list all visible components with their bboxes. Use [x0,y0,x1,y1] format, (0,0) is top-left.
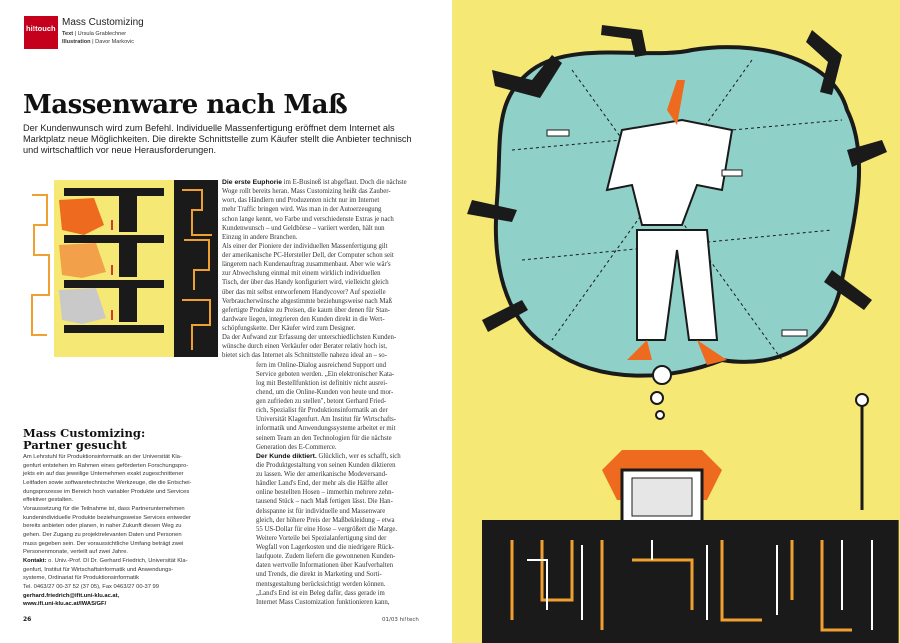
text-line: gehen. Der Zugang zu projektrelevanten Daten und Personen [23,531,182,538]
text-credit: Text | Ursula Grablechner [62,31,127,37]
text-line: Am Lehrstuhl für Produktionsinformatik an der Universität Kla- [23,454,182,460]
text-line: informatik und Anwendungssysteme arbeitet er mit [256,425,396,433]
text-line: bereits anbieten oder planen, in naher Zukunft diesen Weg zu [23,523,182,530]
article-body [222,178,422,607]
text-line: „Land's End ist ein Beleg dafür, dass gerade im [256,589,385,597]
text-line: Kundenwunsch – und Geldbörse – variiert werden, hält nun [222,224,385,232]
sewing-machines-illustration [24,180,218,357]
text-line: laufquote. Zudem liefern die gewonnenen Kunden- [256,553,396,561]
text-line: fern im Online-Dialog ausreichend Support und [256,361,387,369]
text-line: Internet Mass Customization funktionieren kann, [256,598,390,606]
text-line: wort, das Händlern und Produzenten nicht nur im Internet [222,197,380,205]
text-line: dardware liegen, integrieren den Kunden direkt in die Wert- [222,315,385,323]
text-line: Universität Klagenfurt. Am Institut für Wirtschafts- [256,416,397,424]
text-line: Wegfall von Lagerkosten und die niedrigere Rück- [256,544,394,551]
text-line: schöpfungskette. Der Käufer wird zum Designer. [222,325,356,332]
text-line: Service geboten werden. „Ein elektronischer Kata- [256,370,395,378]
text-line: schon lange kennt, wo Farbe und verschiedenste Extras je nach [222,215,394,223]
text-line: Voraussetzung für die Teilnahme ist, dass Partnerunternehmen [23,505,185,512]
text-line [23,600,223,609]
right-page [452,0,900,643]
text-line: genfurt entstehen im Rahmen eines geförderten Forschungspro- [23,462,189,469]
text-line: log mit Bestellfunktion ist definitiv nicht ausrei- [256,379,388,387]
text-line: systeme, Ordinariat für Produktionsinformatik [23,575,139,582]
text-line: jekts ein auf das jeweilige Unternehmen exakt zugeschnittener [23,471,184,478]
text-line [23,592,223,601]
text-line: 55 US-Dollar für eine Hose – vergrößert die Marge. [256,525,398,533]
text-line: Tisch, der über das Handy konfiguriert wird, vielleicht gleich [222,279,389,287]
article-title: Massenware nach Maß [23,90,348,120]
text-line: Personenmonate, verteilt auf zwei Jahre. [23,549,129,556]
text-line: online bestellten Hosen – immerhin mehrere zehn- [256,489,394,497]
text-line: längerem nach Kundenauftrag zusammenbaut. Aber wie wär's [222,261,391,269]
text-line: dungsprozesse im Bereich hoch variabler Produkte und Services [23,488,190,495]
section-kicker: Mass Customizing [62,17,144,28]
text-line: effektiver gestalten. [23,497,74,504]
bold-lead-in: Der Kunde diktiert. [256,452,317,460]
text-line: Da der Aufwand zur Erfassung der unterschiedlichsten Kunden- [222,334,397,342]
bold-lead-in: Kontakt: [23,557,47,564]
text-line: Verbraucherwünsche abgestimmte beziehungsweise nach Maß [222,297,392,305]
text-line: über das mit selbst entworfenem Handycover? Auf spezielle [222,288,386,296]
text-line: Weitere Vorteile bei Spezialanfertigung sind der [256,534,387,542]
article-lead: Der Kundenwunsch wird zum Befehl. Individuelle Massenfertigung eröffnet dem Internet als Marktplatz neue Möglichkeiten. Die direkte Schnittstelle zum Käufer stellt die Anbieter technisch und wirtschaftlich vor neue Herausforderungen. [23,123,412,156]
bold-lead-in: www.ifi.uni-klu.ac.at/IWAS/GF/ [23,601,107,608]
text-line: Tel. 0463/27 00-37 52 (37 05), Fax 0463/27 00-37 99 [23,583,160,590]
customer-dream-illustration [452,0,900,643]
bold-lead-in: gerhard.friedrich@ifit.uni-klu.ac.at, [23,592,120,599]
text-line: händler Land's End, der mehr als die Hälfte aller [256,480,389,488]
text-line: delsspanne ist für individuelle und Massenware [256,507,386,515]
text-line: und Trends, die direkt in Marketing und Sorti- [256,571,382,579]
text-line: zur Abwechslung einmal mit einem wirklich individuellen [222,270,381,278]
text-line: wünsche durch einen Verkäufer oder Berater relativ hoch ist, [222,343,388,351]
magazine-logo: hi!touch [24,16,58,49]
text-line: Leitfaden sowie softwaretechnische Werkzeuge, die die Entschei- [23,479,192,486]
text-line: muss gegeben sein. Der voraussichtliche Umfang beträgt zwei [23,540,184,547]
text-line: Der Kunde diktiert. Glücklich, wer es schafft, sich [256,452,401,460]
text-line: Woge rollt bereits heran. Mass Customizing heißt das Zauber- [222,188,391,196]
bold-lead-in: Die erste Euphorie [222,179,283,186]
text-line: Kontakt: o. Univ.-Prof. DI Dr. Gerhard Friedrich, Universität Kla- [23,557,188,564]
text-line: Einzug in andere Branchen. [222,233,298,241]
text-line: mehr Traffic bringen wird. Was man in der Autoerzeugung [222,206,382,214]
text-line: kundenindividuelle Produkte beziehungsweise Services entweder [23,514,191,521]
illustration-credit: Illustration | Davor Markovic [62,39,135,45]
text-line: gen zufrieden zu stellen", betont Gerhard Fried- [256,398,387,405]
text-line: mentsgestaltung berücksichtigt werden können. [256,580,386,588]
sidebar-body [23,453,223,609]
page-number: 26 [23,616,32,623]
text-line: seinem Team an den Technologien für die nächste [256,434,392,442]
folio: 01/03 hi!tech [382,617,419,623]
text-line: Generation des E-Commerce. [256,443,337,451]
text-line: der amerikanische PC-Hersteller Dell, der Computer schon seit [222,252,394,259]
sidebar-heading: Mass Customizing: Partner gesucht [23,426,146,452]
text-line: gleich, der höhere Preis der Maßbekleidung – etwa [256,516,395,524]
text-line: gefertigte Produkte zu Preisen, die kaum über denen für Stan- [222,306,390,314]
text-line: genfurt, Institut für Wirtschaftsinformatik und Anwendungs- [23,566,174,573]
text-line: tausend Stück – nach Maß fertigen lässt. Die Han- [256,498,393,506]
text-line: bietet sich das Internet als Schnittstelle nahezu ideal an – so- [222,352,387,360]
text-line: Die erste Euphorie im E-Busineß ist abgeflaut. Doch die nächste [222,179,407,186]
text-line: daten wertvolle Informationen über Kaufverhalten [256,562,394,570]
text-line: chend, um die Online-Kunden von heute und mor- [256,388,394,396]
text-line: Als einer der Pioniere der individuellen Massenfertigung gilt [222,242,388,250]
text-line: rich, Spezialist für Produktionsinformatik an der [256,407,388,415]
text-line: zu lassen. Wie der amerikanische Modeversand- [256,471,388,478]
text-line: die Produktgestaltung von seinen Kunden diktieren [256,461,396,469]
